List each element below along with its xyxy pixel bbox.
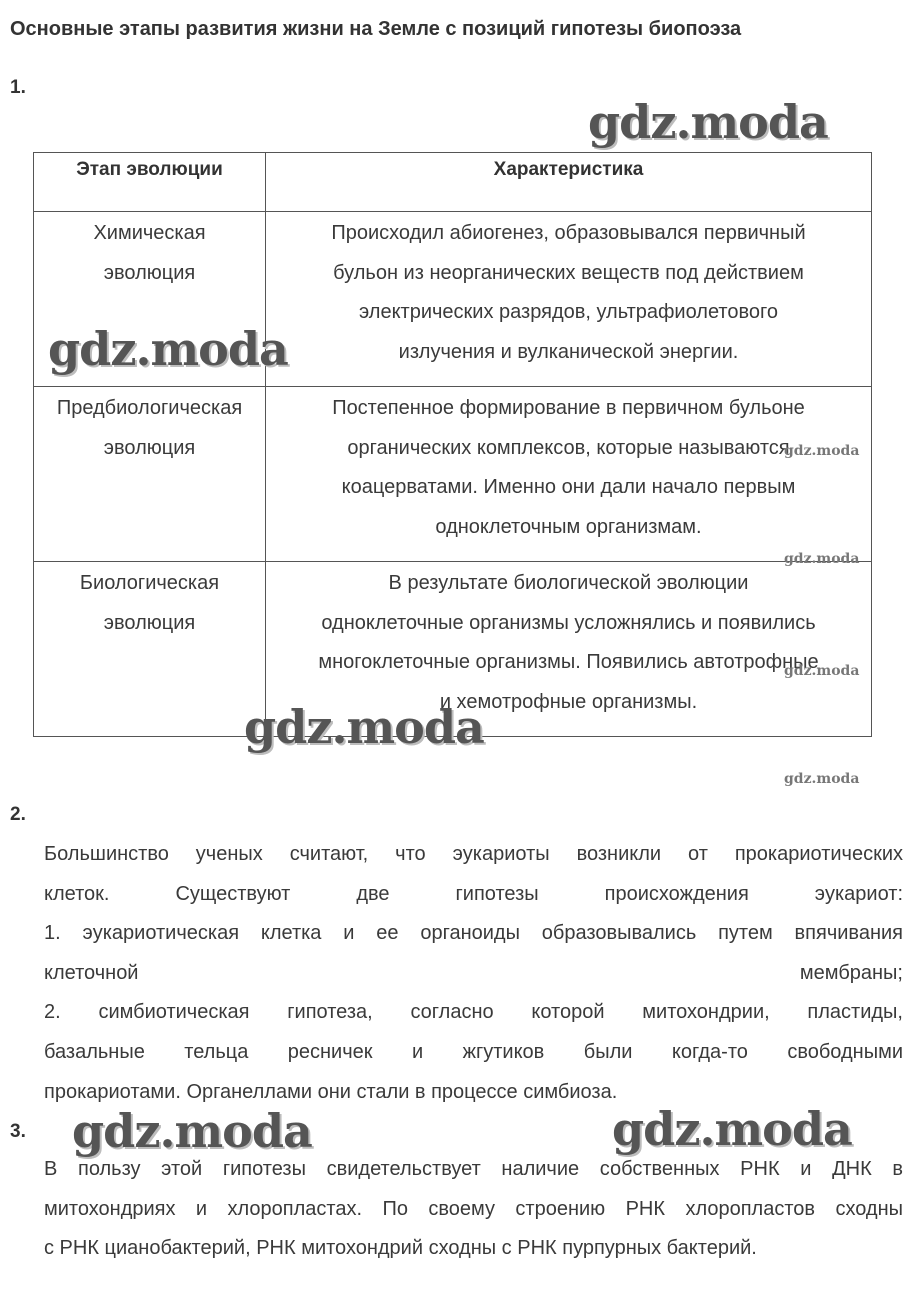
description-line: излучения и вулканической энергии. bbox=[398, 340, 739, 363]
text-line: митохондриях и хлоропластах. По своему строению РНК хлоропластов сходны bbox=[44, 1197, 903, 1220]
stage-line: Предбиологическая bbox=[56, 397, 243, 419]
section-1-number: 1. bbox=[10, 77, 26, 98]
description-line: многоклеточные организмы. Появились автотрофные bbox=[318, 651, 819, 673]
description-cell bbox=[266, 212, 872, 387]
watermark-logo: gdz.moda bbox=[48, 322, 288, 376]
header-stage: Этап эволюции bbox=[34, 153, 266, 212]
table-row bbox=[34, 387, 872, 562]
stage-line: Химическая bbox=[93, 222, 206, 244]
description-line: одноклеточные организмы усложнялись и появились bbox=[321, 611, 816, 634]
evolution-table bbox=[33, 152, 872, 737]
section-2-text bbox=[44, 835, 903, 1112]
description-line: одноклеточным организмам. bbox=[435, 515, 702, 538]
watermark-logo: gdz.moda bbox=[784, 443, 860, 459]
watermark-logo: gdz.moda bbox=[72, 1104, 312, 1158]
stage-line: эволюция bbox=[103, 611, 196, 634]
description-line: Постепенное формирование в первичном бульоне bbox=[332, 397, 805, 419]
description-line: электрических разрядов, ультрафиолетового bbox=[359, 301, 778, 323]
stage-cell bbox=[34, 387, 266, 562]
description-line: и хемотрофные организмы. bbox=[439, 690, 698, 713]
text-line: клеточной мембраны; bbox=[44, 961, 903, 984]
header-characteristic: Характеристика bbox=[266, 153, 872, 212]
stage-line: эволюция bbox=[103, 436, 196, 459]
text-line: прокариотами. Органеллами они стали в процессе симбиоза. bbox=[44, 1080, 618, 1103]
description-line: коацерватами. Именно они дали начало первым bbox=[341, 476, 796, 498]
text-line: Большинство ученых считают, что эукариоты возникли от прокариотических bbox=[44, 843, 903, 865]
description-line: органических комплексов, которые называются bbox=[347, 436, 790, 459]
text-line: с РНК цианобактерий, РНК митохондрий сходны с РНК пурпурных бактерий. bbox=[44, 1237, 757, 1260]
description-line: Происходил абиогенез, образовывался первичный bbox=[331, 222, 806, 244]
description-line: бульон из неорганических веществ под действием bbox=[333, 261, 804, 284]
watermark-logo: gdz.moda bbox=[784, 551, 860, 567]
stage-line: эволюция bbox=[103, 261, 196, 284]
watermark-logo: gdz.moda bbox=[784, 663, 860, 679]
table-header-row bbox=[34, 153, 872, 212]
page-title: Основные этапы развития жизни на Земле с позиций гипотезы биопоэза bbox=[10, 18, 742, 40]
section-2-number: 2. bbox=[10, 804, 26, 825]
text-line: клеток. Существуют две гипотезы происхождения эукариот: bbox=[44, 882, 903, 905]
stage-cell bbox=[34, 562, 266, 737]
section-3-number: 3. bbox=[10, 1121, 26, 1142]
section-3-text bbox=[44, 1150, 903, 1269]
text-line: 2. симбиотическая гипотеза, согласно которой митохондрии, пластиды, bbox=[44, 1001, 903, 1024]
description-line: В результате биологической эволюции bbox=[388, 572, 749, 594]
description-cell bbox=[266, 387, 872, 562]
text-line: В пользу этой гипотезы свидетельствует наличие собственных РНК и ДНК в bbox=[44, 1158, 903, 1180]
watermark-logo: gdz.moda bbox=[588, 95, 828, 149]
text-line: базальные тельца ресничек и жгутиков были когда-то свободными bbox=[44, 1040, 903, 1063]
watermark-logo: gdz.moda bbox=[244, 700, 484, 754]
watermark-logo: gdz.moda bbox=[612, 1102, 852, 1156]
text-line: 1. эукариотическая клетка и ее органоиды образовывались путем впячивания bbox=[44, 922, 903, 945]
watermark-logo: gdz.moda bbox=[784, 771, 860, 787]
stage-line: Биологическая bbox=[79, 572, 220, 594]
